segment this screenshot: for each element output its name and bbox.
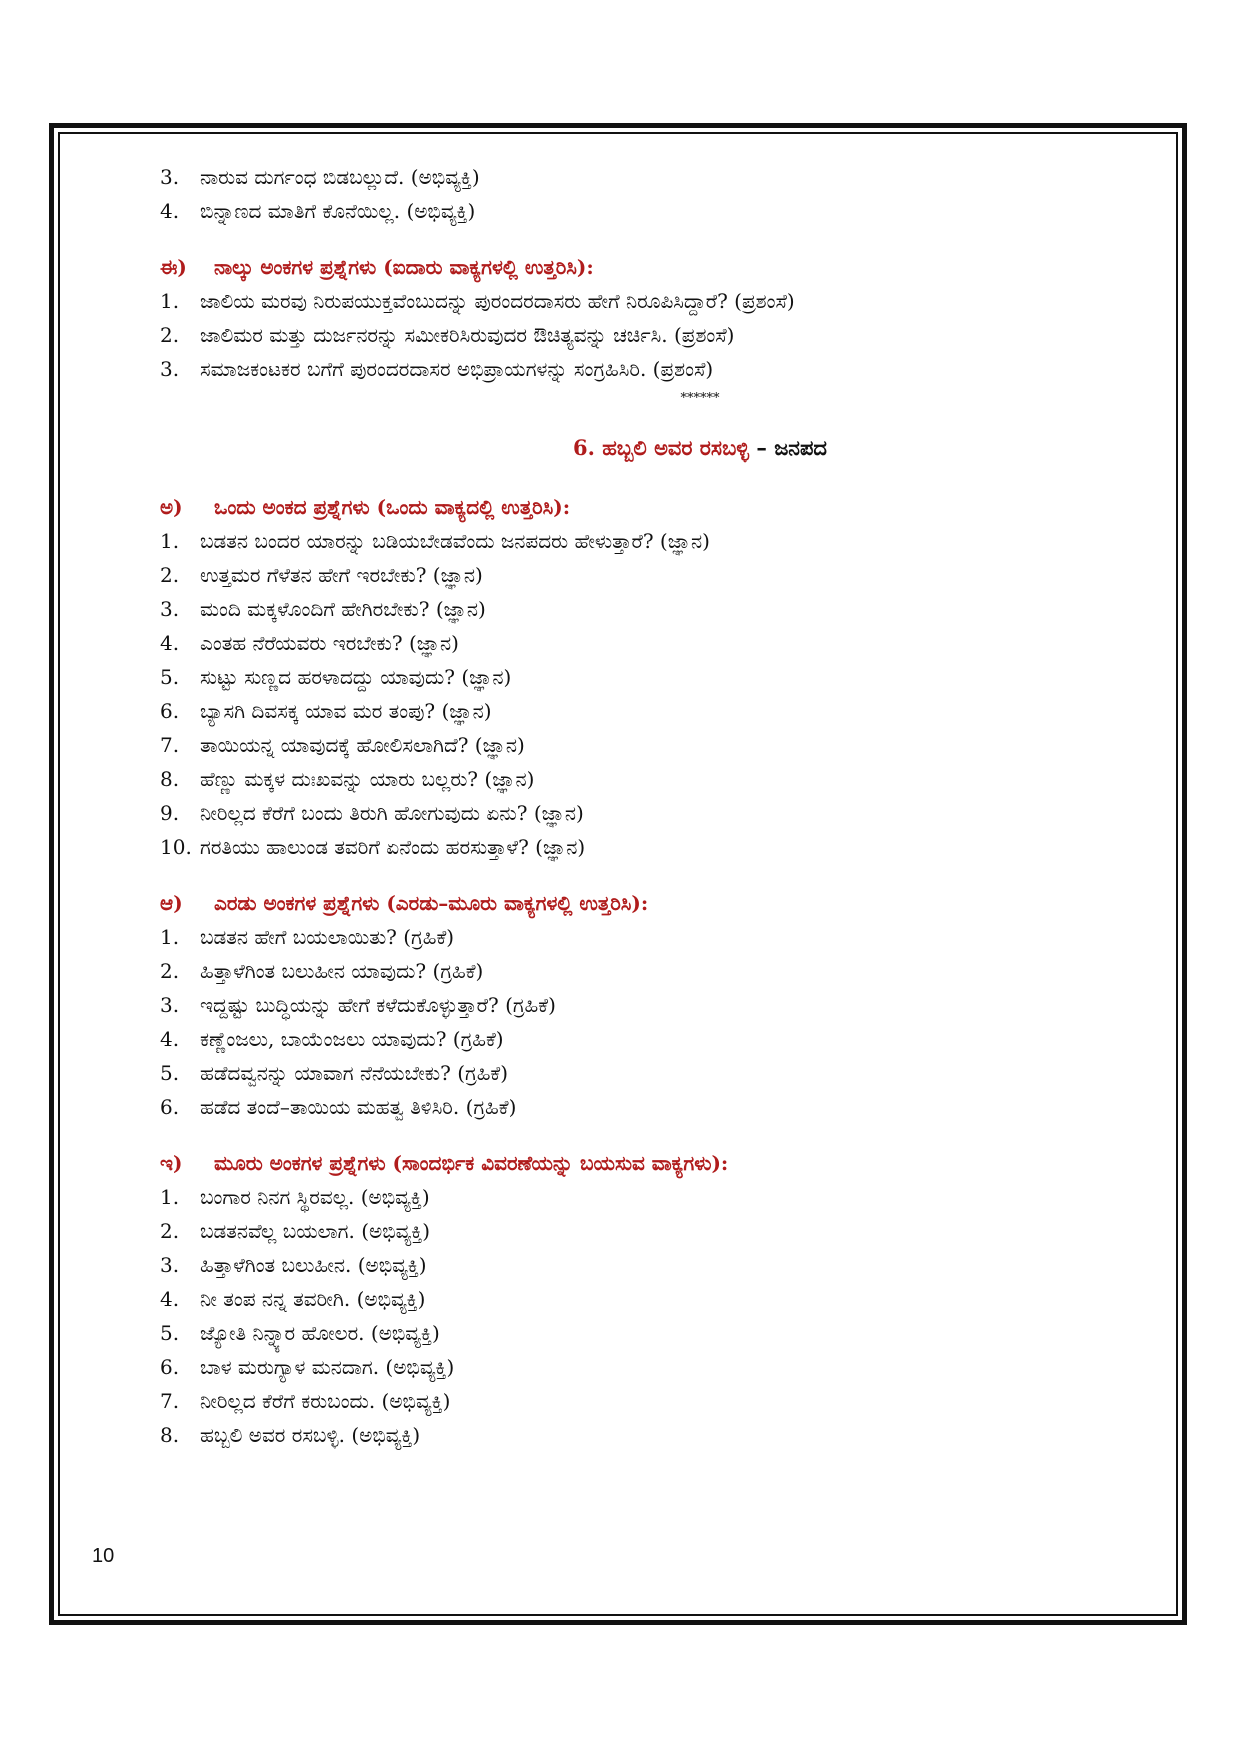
section-heading: ಅ) ಒಂದು ಅಂಕದ ಪ್ರಶ್ನೆಗಳು (ಒಂದು ವಾಕ್ಯದಲ್ಲಿ ಉತ್ತರಿಸಿ): <box>160 495 571 519</box>
list-item: 3. ಸಮಾಜಕಂಟಕರ ಬಗೆಗೆ ಪುರಂದರದಾಸರ ಅಭಿಪ್ರಾಯಗಳನ್ನು ಸಂಗ್ರಹಿಸಿರಿ. (ಪ್ರಶಂಸೆ) <box>160 357 714 381</box>
list-item: 2. ಬಡತನವೆಲ್ಲ ಬಯಲಾಗ. (ಅಭಿವ್ಯಕ್ತಿ) <box>160 1219 431 1243</box>
list-item: 5. ಹಡೆದವ್ವನನ್ನು ಯಾವಾಗ ನೆನೆಯಬೇಕು? (ಗ್ರಹಿಕೆ) <box>160 1061 509 1085</box>
list-item: 7. ತಾಯಿಯನ್ನ ಯಾವುದಕ್ಕೆ ಹೋಲಿಸಲಾಗಿದೆ? (ಜ್ಞಾನ) <box>160 733 525 757</box>
section-i <box>160 1146 1120 1452</box>
list-item: 3. ನಾರುವ ದುರ್ಗಂಧ ಬಿಡಬಲ್ಲುದೆ. (ಅಭಿವ್ಯಕ್ತಿ) <box>160 165 480 189</box>
list-item: 6. ಬಾಳ ಮರುಗ್ಯಾಳ ಮನದಾಗ. (ಅಭಿವ್ಯಕ್ತಿ) <box>160 1355 455 1379</box>
list-item: 3. ಇದ್ದಷ್ಟು ಬುದ್ಧಿಯನ್ನು ಹೇಗೆ ಕಳೆದುಕೊಳ್ಳುತ್ತಾರೆ? (ಗ್ರಹಿಕೆ) <box>160 993 556 1017</box>
section-heading: ಇ) ಮೂರು ಅಂಕಗಳ ಪ್ರಶ್ನೆಗಳು (ಸಾಂದರ್ಭಿಕ ವಿವರಣೆಯನ್ನು ಬಯಸುವ ವಾಕ್ಯಗಳು): <box>160 1151 729 1175</box>
list-item: 4. ಕಣ್ಣೆಂಜಲು, ಬಾಯೆಂಜಲು ಯಾವುದು? (ಗ್ರಹಿಕೆ) <box>160 1027 504 1051</box>
list-item: 5. ಸುಟ್ಟು ಸುಣ್ಣದ ಹರಳಾದದ್ದು ಯಾವುದು? (ಜ್ಞಾನ) <box>160 665 512 689</box>
list-item: 5. ಜ್ಯೋತಿ ನಿನ್ನ್ಯಾರ ಹೋಲರ. (ಅಭಿವ್ಯಕ್ತಿ) <box>160 1321 440 1345</box>
lesson-title: 6. ಹಬ್ಬಲಿ ಅವರ ರಸಬಳ್ಳಿ – ಜನಪದ <box>572 435 828 460</box>
list-item: 8. ಹೆಣ್ಣು ಮಕ್ಕಳ ದುಃಖವನ್ನು ಯಾರು ಬಲ್ಲರು? (ಜ್ಞಾನ) <box>160 767 535 791</box>
list-item: 2. ಉತ್ತಮರ ಗೆಳೆತನ ಹೇಗೆ ಇರಬೇಕು? (ಜ್ಞಾನ) <box>160 563 483 587</box>
page-number: 10 <box>92 1545 115 1567</box>
section-heading: ಆ) ಎರಡು ಅಂಕಗಳ ಪ್ರಶ್ನೆಗಳು (ಎರಡು–ಮೂರು ವಾಕ್ಯಗಳಲ್ಲಿ ಉತ್ತರಿಸಿ): <box>160 891 649 915</box>
section-aa <box>160 886 1120 1124</box>
list-item: 1. ಬಂಗಾರ ನಿನಗ ಸ್ಥಿರವಲ್ಲ. (ಅಭಿವ್ಯಕ್ತಿ) <box>160 1185 430 1209</box>
list-item: 2. ಹಿತ್ತಾಳೆಗಿಂತ ಬಲುಹೀನ ಯಾವುದು? (ಗ್ರಹಿಕೆ) <box>160 959 484 983</box>
list-item: 3. ಮಂದಿ ಮಕ್ಕಳೊಂದಿಗೆ ಹೇಗಿರಬೇಕು? (ಜ್ಞಾನ) <box>160 597 486 621</box>
list-item: 4. ಬಿನ್ನಾಣದ ಮಾತಿಗೆ ಕೊನೆಯಿಲ್ಲ. (ಅಭಿವ್ಯಕ್ತಿ) <box>160 199 476 223</box>
list-item: 9. ನೀರಿಲ್ಲದ ಕೆರೆಗೆ ಬಂದು ತಿರುಗಿ ಹೋಗುವುದು ಏನು? (ಜ್ಞಾನ) <box>160 801 584 825</box>
list-item: 1. ಬಡತನ ಬಂದರ ಯಾರನ್ನು ಬಡಿಯಬೇಡವೆಂದು ಜನಪದರು ಹೇಳುತ್ತಾರೆ? (ಜ್ಞಾನ) <box>160 529 710 553</box>
section-ee <box>160 250 1120 386</box>
section-a <box>160 490 1120 864</box>
list-item: 10. ಗರತಿಯು ಹಾಲುಂಡ ತವರಿಗೆ ಏನೆಂದು ಹರಸುತ್ತಾಳೆ? (ಜ್ಞಾನ) <box>160 835 586 859</box>
list-item: 6. ಹಡೆದ ತಂದೆ–ತಾಯಿಯ ಮಹತ್ವ ತಿಳಿಸಿರಿ. (ಗ್ರಹಿಕೆ) <box>160 1095 517 1119</box>
separator-stars: ****** <box>680 391 720 406</box>
list-item: 2. ಜಾಲಿಮರ ಮತ್ತು ದುರ್ಜನರನ್ನು ಸಮೀಕರಿಸಿರುವುದರ ಔಚಿತ್ಯವನ್ನು ಚರ್ಚಿಸಿ. (ಪ್ರಶಂಸೆ) <box>160 323 735 347</box>
page-content <box>160 160 1120 1452</box>
list-item: 7. ನೀರಿಲ್ಲದ ಕೆರೆಗೆ ಕರುಬಂದು. (ಅಭಿವ್ಯಕ್ತಿ) <box>160 1389 451 1413</box>
list-item: 4. ಎಂತಹ ನೆರೆಯವರು ಇರಬೇಕು? (ಜ್ಞಾನ) <box>160 631 459 655</box>
list-item: 1. ಜಾಲಿಯ ಮರವು ನಿರುಪಯುಕ್ತವೆಂಬುದನ್ನು ಪುರಂದರದಾಸರು ಹೇಗೆ ನಿರೂಪಿಸಿದ್ದಾರೆ? (ಪ್ರಶಂಸೆ) <box>160 289 795 313</box>
list-top <box>160 160 1120 228</box>
list-item: 4. ನೀ ತಂಪ ನನ್ನ ತವರೀಗಿ. (ಅಭಿವ್ಯಕ್ತಿ) <box>160 1287 426 1311</box>
section-heading: ಈ) ನಾಲ್ಕು ಅಂಕಗಳ ಪ್ರಶ್ನೆಗಳು (ಐದಾರು ವಾಕ್ಯಗಳಲ್ಲಿ ಉತ್ತರಿಸಿ): <box>160 255 594 279</box>
list-item: 1. ಬಡತನ ಹೇಗೆ ಬಯಲಾಯಿತು? (ಗ್ರಹಿಕೆ) <box>160 925 455 949</box>
list-item: 6. ಬ್ಯಾಸಗಿ ದಿವಸಕ್ಕ ಯಾವ ಮರ ತಂಪು? (ಜ್ಞಾನ) <box>160 699 492 723</box>
list-item: 3. ಹಿತ್ತಾಳೆಗಿಂತ ಬಲುಹೀನ. (ಅಭಿವ್ಯಕ್ತಿ) <box>160 1253 427 1277</box>
list-item: 8. ಹಬ್ಬಲಿ ಅವರ ರಸಬಳ್ಳಿ. (ಅಭಿವ್ಯಕ್ತಿ) <box>160 1423 421 1447</box>
